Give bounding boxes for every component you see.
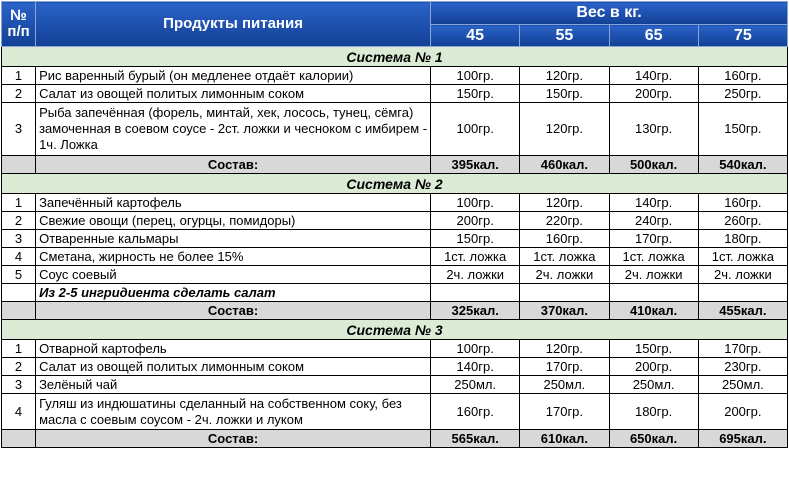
table-row	[2, 340, 788, 358]
total-row	[2, 302, 788, 320]
total-calories: 540кал.	[698, 156, 787, 174]
weight-value: 160гр.	[698, 194, 787, 212]
row-number: 1	[2, 67, 36, 85]
weight-value: 160гр.	[520, 230, 609, 248]
system-title: Система № 2	[2, 174, 788, 194]
note-number	[2, 284, 36, 302]
weight-value: 150гр.	[431, 230, 520, 248]
weight-value: 2ч. ложки	[431, 266, 520, 284]
product-name: Отваренные кальмары	[36, 230, 431, 248]
product-name: Запечённый картофель	[36, 194, 431, 212]
note-empty-cell	[520, 284, 609, 302]
weight-value: 120гр.	[520, 103, 609, 156]
total-calories: 695кал.	[698, 430, 787, 448]
total-calories: 370кал.	[520, 302, 609, 320]
weight-value: 160гр.	[698, 67, 787, 85]
weight-value: 1ст. ложка	[520, 248, 609, 266]
table-row	[2, 394, 788, 430]
total-calories: 650кал.	[609, 430, 698, 448]
table-row	[2, 194, 788, 212]
table-row	[2, 266, 788, 284]
weight-value: 240гр.	[609, 212, 698, 230]
product-name: Гуляш из индюшатины сделанный на собственном соку, без масла с соевым соусом - 2ч. ложки и луком	[36, 394, 431, 430]
weight-value: 140гр.	[609, 67, 698, 85]
row-number: 5	[2, 266, 36, 284]
weight-value: 250мл.	[609, 376, 698, 394]
table-row	[2, 230, 788, 248]
note-row	[2, 284, 788, 302]
note-empty-cell	[698, 284, 787, 302]
weight-value: 150гр.	[431, 85, 520, 103]
weight-value: 2ч. ложки	[520, 266, 609, 284]
weight-value: 100гр.	[431, 103, 520, 156]
weight-value: 100гр.	[431, 67, 520, 85]
system-header-row	[2, 47, 788, 67]
total-number	[2, 302, 36, 320]
product-name: Рис варенный бурый (он медленее отдаёт калории)	[36, 67, 431, 85]
header-weight-col: 45	[431, 25, 520, 47]
weight-value: 100гр.	[431, 340, 520, 358]
total-calories: 325кал.	[431, 302, 520, 320]
weight-value: 130гр.	[609, 103, 698, 156]
header-weight-col: 75	[698, 25, 787, 47]
weight-value: 200гр.	[609, 85, 698, 103]
weight-value: 100гр.	[431, 194, 520, 212]
total-label: Состав:	[36, 302, 431, 320]
weight-value: 170гр.	[698, 340, 787, 358]
product-name: Соус соевый	[36, 266, 431, 284]
table-row	[2, 376, 788, 394]
weight-value: 150гр.	[609, 340, 698, 358]
total-label: Состав:	[36, 430, 431, 448]
weight-value: 180гр.	[698, 230, 787, 248]
weight-value: 140гр.	[431, 358, 520, 376]
header-weight-col: 65	[609, 25, 698, 47]
note-text: Из 2-5 ингридиента сделать салат	[36, 284, 431, 302]
total-row	[2, 430, 788, 448]
row-number: 1	[2, 340, 36, 358]
weight-value: 1ст. ложка	[431, 248, 520, 266]
total-calories: 565кал.	[431, 430, 520, 448]
row-number: 3	[2, 103, 36, 156]
weight-value: 170гр.	[609, 230, 698, 248]
total-calories: 455кал.	[698, 302, 787, 320]
weight-value: 120гр.	[520, 67, 609, 85]
total-label: Состав:	[36, 156, 431, 174]
total-row	[2, 156, 788, 174]
weight-value: 140гр.	[609, 194, 698, 212]
table-row	[2, 212, 788, 230]
table-row	[2, 67, 788, 85]
weight-value: 180гр.	[609, 394, 698, 430]
row-number: 1	[2, 194, 36, 212]
system-title: Система № 1	[2, 47, 788, 67]
weight-value: 200гр.	[698, 394, 787, 430]
weight-value: 2ч. ложки	[609, 266, 698, 284]
weight-value: 250мл.	[520, 376, 609, 394]
weight-value: 200гр.	[609, 358, 698, 376]
weight-value: 170гр.	[520, 358, 609, 376]
weight-value: 250мл.	[431, 376, 520, 394]
weight-value: 120гр.	[520, 194, 609, 212]
total-calories: 410кал.	[609, 302, 698, 320]
weight-value: 200гр.	[431, 212, 520, 230]
product-name: Салат из овощей политых лимонным соком	[36, 358, 431, 376]
table-row	[2, 103, 788, 156]
total-calories: 500кал.	[609, 156, 698, 174]
row-number: 3	[2, 376, 36, 394]
diet-table	[1, 1, 788, 448]
weight-value: 120гр.	[520, 340, 609, 358]
product-name: Отварной картофель	[36, 340, 431, 358]
total-number	[2, 156, 36, 174]
weight-value: 150гр.	[698, 103, 787, 156]
total-calories: 610кал.	[520, 430, 609, 448]
total-calories: 395кал.	[431, 156, 520, 174]
weight-value: 170гр.	[520, 394, 609, 430]
total-calories: 460кал.	[520, 156, 609, 174]
header-number: № п/п	[2, 2, 36, 47]
weight-value: 1ст. ложка	[609, 248, 698, 266]
weight-value: 2ч. ложки	[698, 266, 787, 284]
note-empty-cell	[431, 284, 520, 302]
product-name: Салат из овощей политых лимонным соком	[36, 85, 431, 103]
row-number: 4	[2, 248, 36, 266]
weight-value: 160гр.	[431, 394, 520, 430]
header-products: Продукты питания	[36, 2, 431, 47]
weight-value: 150гр.	[520, 85, 609, 103]
system-header-row	[2, 320, 788, 340]
weight-value: 250мл.	[698, 376, 787, 394]
system-header-row	[2, 174, 788, 194]
table-row	[2, 85, 788, 103]
header-weight: Вес в кг.	[431, 2, 788, 25]
product-name: Зелёный чай	[36, 376, 431, 394]
total-number	[2, 430, 36, 448]
row-number: 4	[2, 394, 36, 430]
product-name: Рыба запечённая (форель, минтай, хек, лосось, тунец, сёмга) замоченная в соевом соусе - 2ст. ложки и чесноком с имбирем - 1ч. Ложка	[36, 103, 431, 156]
note-empty-cell	[609, 284, 698, 302]
row-number: 2	[2, 212, 36, 230]
row-number: 3	[2, 230, 36, 248]
weight-value: 260гр.	[698, 212, 787, 230]
weight-value: 250гр.	[698, 85, 787, 103]
weight-value: 1ст. ложка	[698, 248, 787, 266]
table-row	[2, 248, 788, 266]
weight-value: 230гр.	[698, 358, 787, 376]
system-title: Система № 3	[2, 320, 788, 340]
row-number: 2	[2, 358, 36, 376]
product-name: Сметана, жирность не более 15%	[36, 248, 431, 266]
table-row	[2, 358, 788, 376]
product-name: Свежие овощи (перец, огурцы, помидоры)	[36, 212, 431, 230]
row-number: 2	[2, 85, 36, 103]
table-body	[2, 47, 788, 448]
weight-value: 220гр.	[520, 212, 609, 230]
header-weight-col: 55	[520, 25, 609, 47]
